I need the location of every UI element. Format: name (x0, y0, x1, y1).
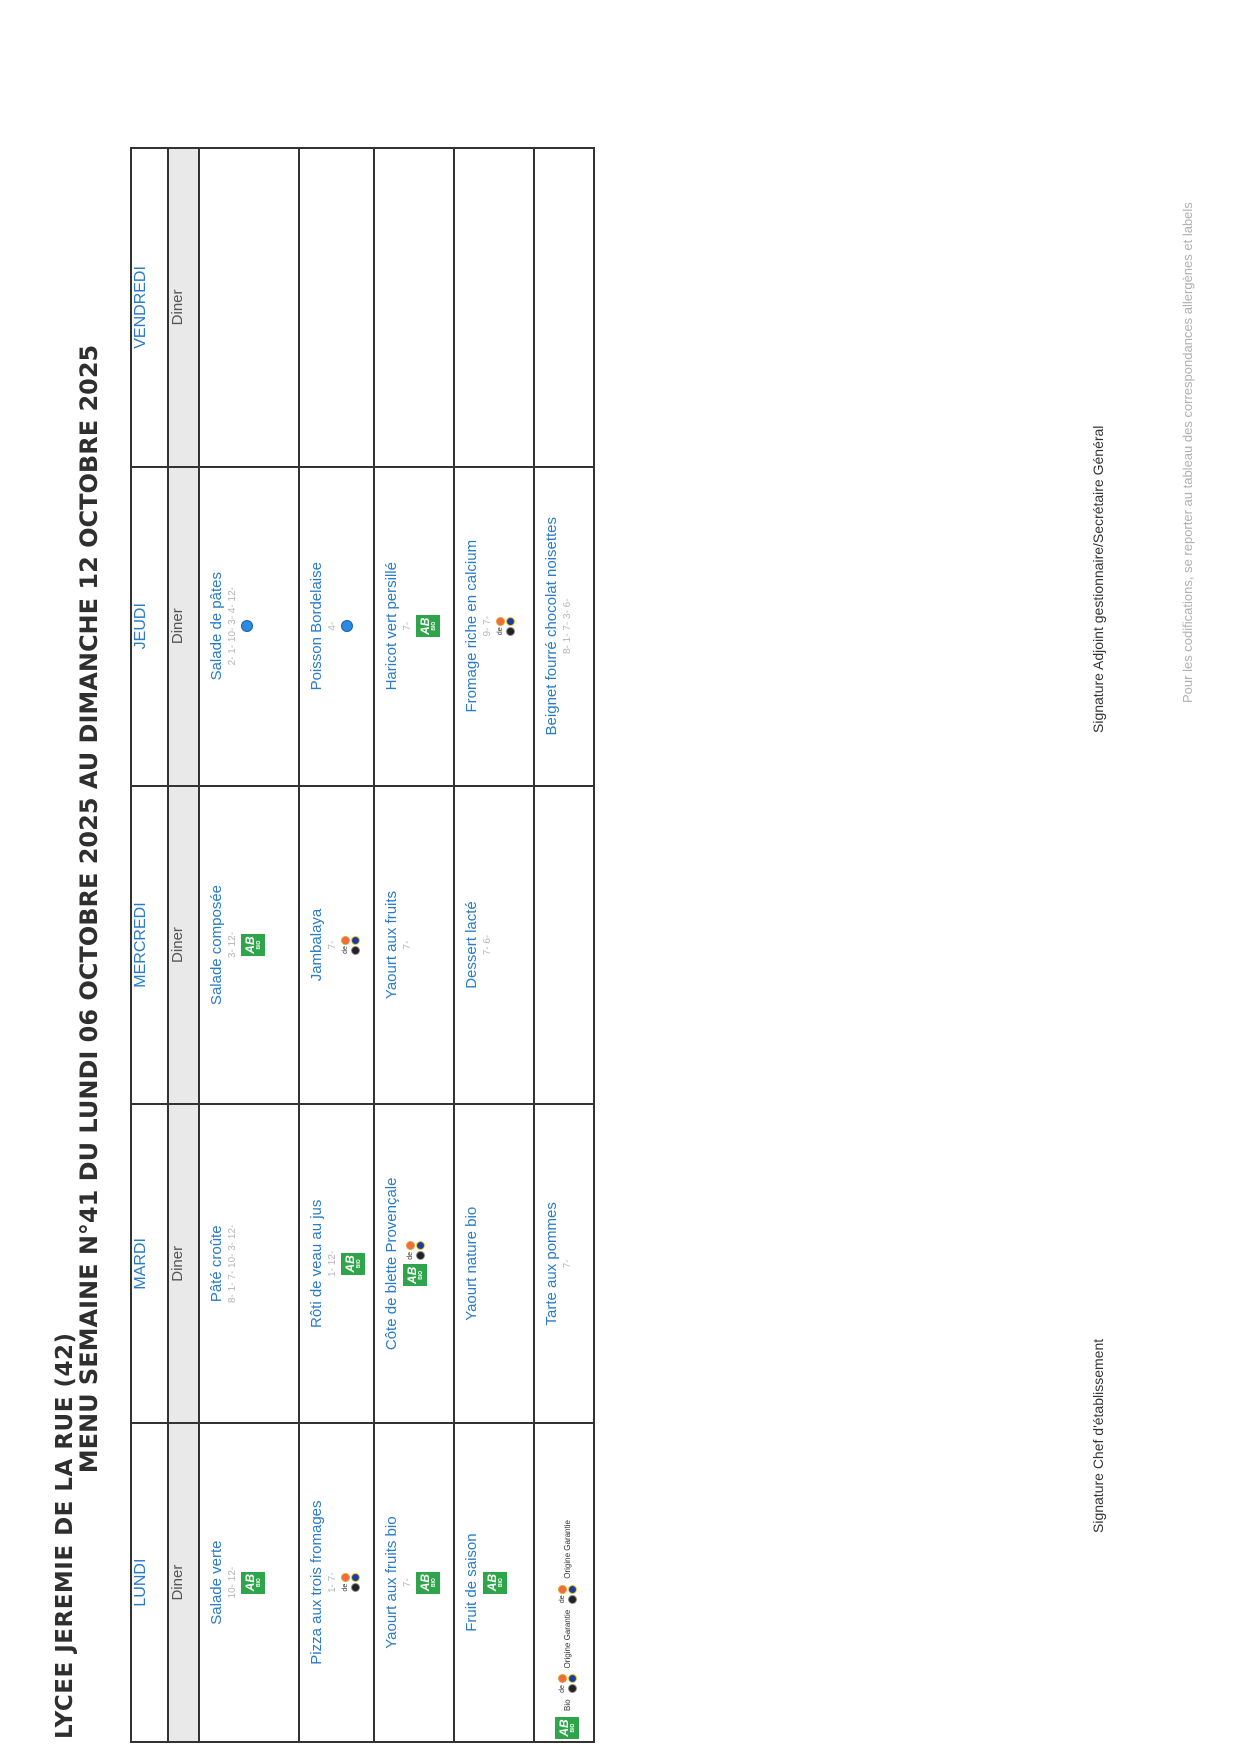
bio-logo-icon: AB BIO (403, 1264, 427, 1286)
day-header-mercredi: MERCREDI (131, 786, 168, 1105)
dish-name: Yaourt aux fruits (383, 890, 400, 1000)
allergen-codes: 7- (327, 940, 338, 950)
signature-adjoint: Signature Adjoint gestionnaire/Secrétaire Général (1090, 425, 1106, 733)
label-badges (341, 787, 360, 1104)
menu-cell (454, 1104, 534, 1423)
allergen-codes: 1- 7- (327, 1572, 338, 1593)
menu-cell (534, 1104, 594, 1423)
bio-logo-icon: AB BIO (241, 934, 265, 956)
origine-garantie-icon: de (406, 1241, 425, 1260)
bio-logo-icon: AB BIO (241, 1572, 265, 1594)
menu-cell (454, 786, 534, 1105)
label-badges (341, 468, 353, 785)
label-legend (555, 1520, 579, 1739)
legend-origine-2: Origine Garantie (562, 1520, 572, 1579)
menu-cell (299, 148, 374, 467)
menu-cell (454, 1423, 534, 1742)
menu-cell (299, 467, 374, 786)
label-badges (341, 1105, 365, 1422)
meal-label: Diner (168, 1423, 199, 1742)
menu-cell (299, 1104, 374, 1423)
dish-name: Fruit de saison (463, 1533, 480, 1632)
allergen-codes: 7- 6- (482, 934, 493, 956)
dish-name: Yaourt nature bio (463, 1206, 480, 1321)
meal-label: Diner (168, 148, 199, 467)
table-row (199, 148, 299, 1742)
bio-logo-icon: AB BIO (416, 1572, 440, 1594)
allergen-codes: 3- 12- (227, 931, 238, 959)
menu-cell (199, 148, 299, 467)
footer-note: Pour les codifications, se reporter au tableau des correspondances allergènes et labels (1180, 202, 1195, 703)
menu-cell (299, 786, 374, 1105)
school-name: LYCEE JEREMIE DE LA RUE (42) (52, 1332, 78, 1739)
dish-name: Tarte aux pommes (543, 1202, 560, 1326)
origine-garantie-icon: de (341, 936, 360, 955)
dish-name: Pâté croûte (208, 1225, 225, 1303)
label-badges (403, 1105, 427, 1422)
menu-cell (534, 786, 594, 1105)
meal-label: Diner (168, 786, 199, 1105)
menu-cell (374, 467, 454, 786)
page-title: MENU SEMAINE N°41 DU LUNDI 06 OCTOBRE 2025 AU DIMANCHE 12 OCTOBRE 2025 (75, 344, 103, 1474)
menu-cell (199, 786, 299, 1105)
dish-name: Dessert lacté (463, 901, 480, 989)
day-header-lundi: LUNDI (131, 1423, 168, 1742)
menu-table (130, 147, 595, 1743)
bio-logo-icon: AB BIO (341, 1253, 365, 1275)
menu-cell (534, 148, 594, 467)
label-badges (416, 1424, 440, 1741)
day-header-jeudi: JEUDI (131, 467, 168, 786)
origine-garantie-icon: de (558, 1585, 577, 1604)
origine-garantie-icon: de (496, 617, 515, 636)
menu-cell (374, 148, 454, 467)
dish-name: Fromage riche en calcium (463, 539, 480, 713)
label-badges (496, 468, 515, 785)
legend-bio: Bio (562, 1699, 572, 1711)
menu-cell (299, 1423, 374, 1742)
allergen-codes: 7- (402, 621, 413, 631)
allergen-codes: 10- 12- (227, 1566, 238, 1599)
allergen-codes: 2- 1- 10- 3- 4- 12- (227, 587, 238, 666)
menu-cell (454, 467, 534, 786)
meal-label: Diner (168, 467, 199, 786)
menu-cell (374, 1104, 454, 1423)
menu-cell (374, 786, 454, 1105)
menu-cell (199, 1423, 299, 1742)
label-badges (341, 1424, 360, 1741)
meal-label: Diner (168, 1104, 199, 1423)
allergen-codes: 7- (402, 940, 413, 950)
allergen-codes: 8- 1- 7- 10- 3- 12- (227, 1224, 238, 1303)
bio-logo-icon: AB BIO (416, 615, 440, 637)
allergen-codes: 7- (402, 1578, 413, 1588)
dish-name: Salade verte (208, 1540, 225, 1625)
allergen-codes: 8- 1- 7- 3- 6- (562, 598, 573, 654)
day-header-vendredi: VENDREDI (131, 148, 168, 467)
origine-garantie-icon: de (341, 1573, 360, 1592)
allergen-codes: 9- 7- (482, 615, 493, 637)
dish-name: Haricot vert persillé (383, 562, 400, 691)
dish-name: Pizza aux trois fromages (308, 1500, 325, 1665)
label-badges (241, 787, 265, 1104)
signature-chef: Signature Chef d'établissement (1090, 1338, 1106, 1533)
label-badges (241, 468, 253, 785)
day-header-mardi: MARDI (131, 1104, 168, 1423)
menu-cell (374, 1423, 454, 1742)
table-row (454, 148, 534, 1742)
peche-durable-icon (241, 620, 253, 632)
peche-durable-icon (341, 620, 353, 632)
allergen-codes: 4- (327, 621, 338, 631)
legend-origine-1: Origine Garantie (562, 1609, 572, 1669)
menu-cell (199, 467, 299, 786)
dish-name: Jambalaya (308, 908, 325, 982)
table-row (299, 148, 374, 1742)
dish-name: Côte de blette Provençale (383, 1177, 400, 1351)
menu-cell (534, 467, 594, 786)
label-badges (416, 468, 440, 785)
dish-name: Poisson Bordelaise (308, 562, 325, 691)
allergen-codes: 7- (562, 1259, 573, 1269)
label-badges (241, 1424, 265, 1741)
bio-logo-icon: AB BIO (483, 1572, 507, 1594)
bio-logo-icon: AB BIO (555, 1717, 579, 1739)
dish-name: Salade de pâtes (208, 572, 225, 681)
dish-name: Rôti de veau au jus (308, 1199, 325, 1329)
dish-name: Yaourt aux fruits bio (383, 1516, 400, 1649)
table-row (534, 148, 594, 1742)
dish-name: Salade composée (208, 884, 225, 1006)
dish-name: Beignet fourré chocolat noisettes (543, 516, 560, 736)
menu-cell (454, 148, 534, 467)
table-row (374, 148, 454, 1742)
origine-garantie-icon: de (558, 1674, 577, 1693)
allergen-codes: 1- 12- (327, 1250, 338, 1277)
label-badges (483, 1424, 507, 1741)
menu-cell (199, 1104, 299, 1423)
